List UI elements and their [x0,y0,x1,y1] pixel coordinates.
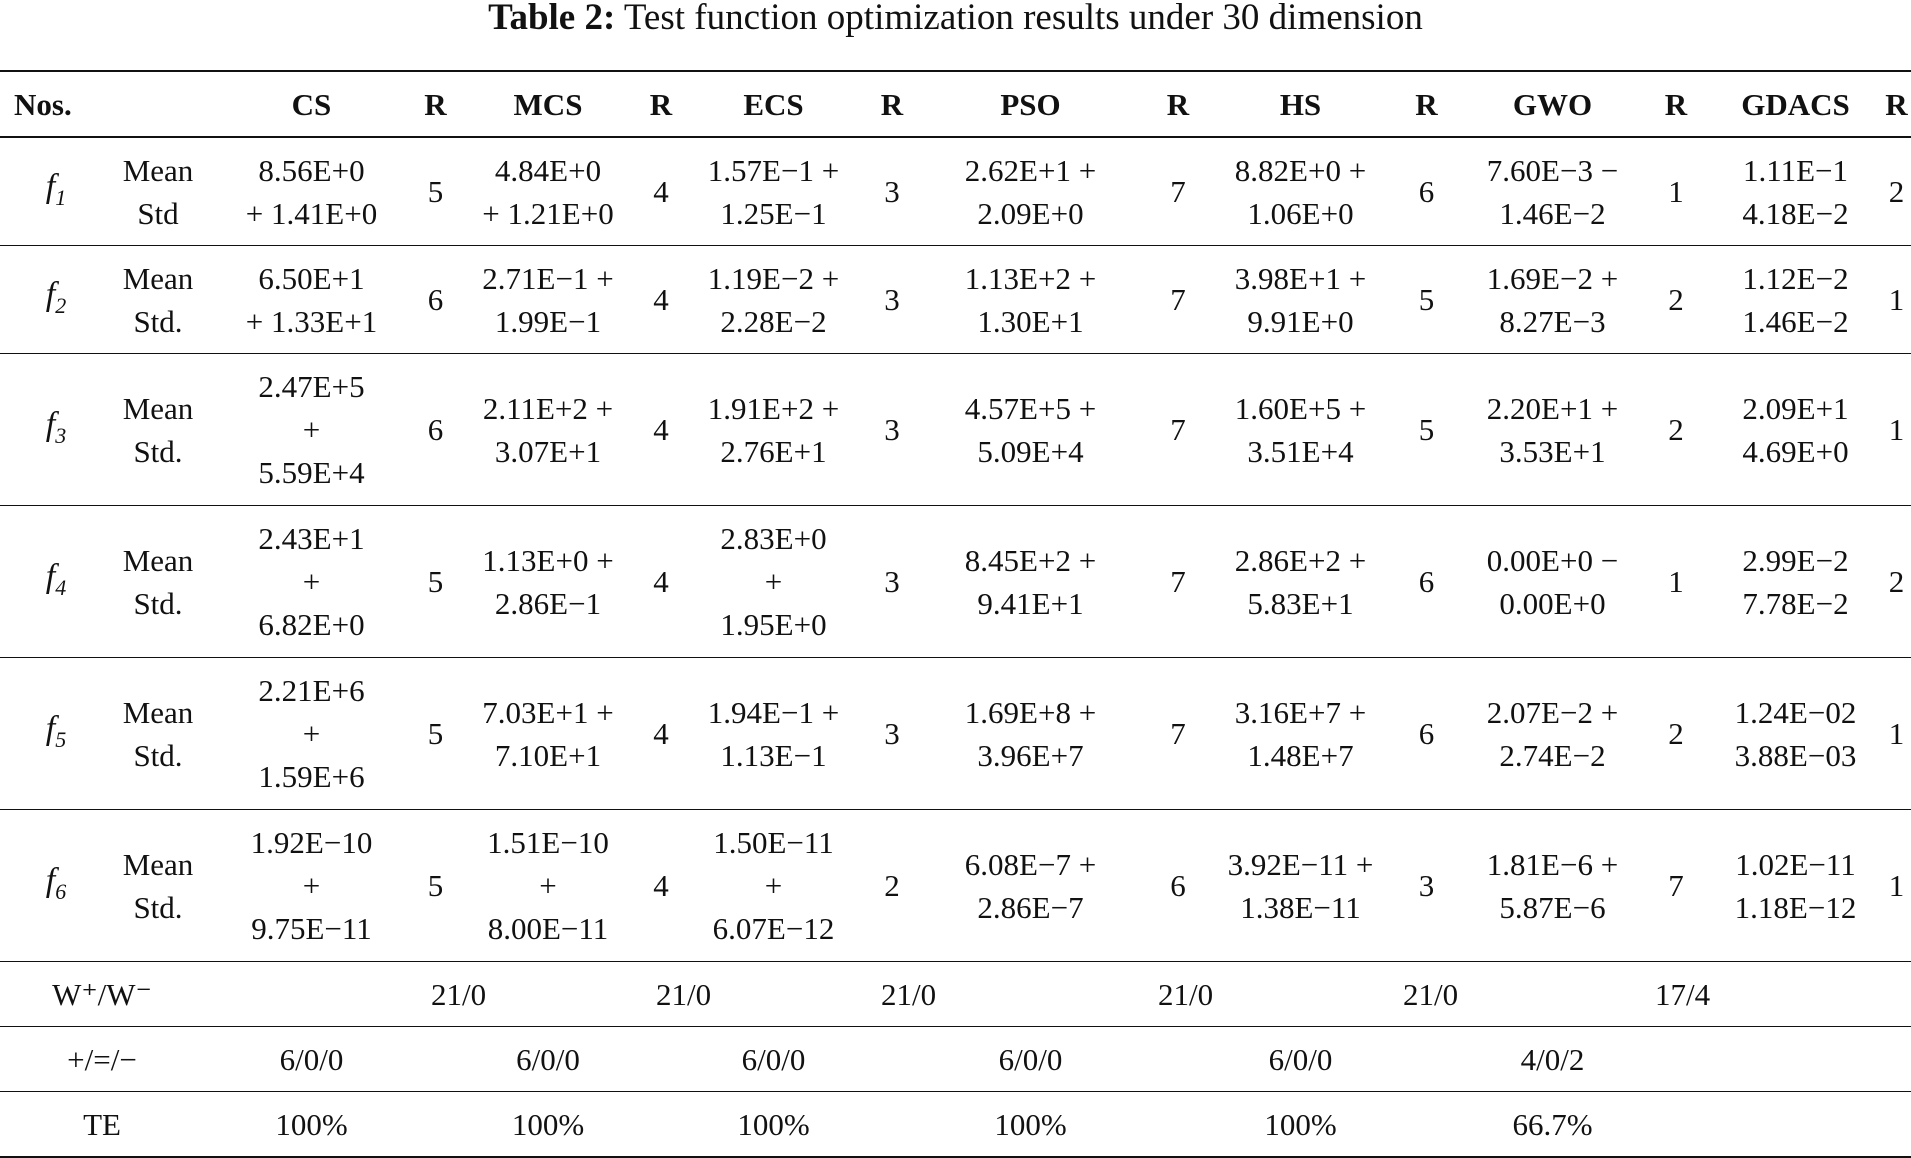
rank-cell: 7 [1146,354,1210,506]
table-row [0,137,1911,246]
value-line: 8.27E−3 [1499,303,1606,339]
table-body [0,137,1911,1157]
column-header: PSO [915,71,1146,137]
value-line: 1.18E−12 [1734,889,1857,925]
summary-value: 6/0/0 [678,1027,869,1092]
spacer-cell [1882,1092,1911,1158]
column-header [112,71,204,137]
value-cell [1709,658,1882,810]
caption-label: Table 2: [488,0,616,38]
value-line: 2.74E−2 [1499,737,1606,773]
statistic-line: Std. [133,433,183,469]
column-header: HS [1210,71,1391,137]
value-cell [915,354,1146,506]
value-line: 1.60E+5 + [1234,390,1367,426]
summary-value: 100% [204,1092,419,1158]
value-line: 1.13E−1 [720,737,827,773]
value-line: 3.51E+4 [1247,433,1354,469]
statistic-line: Std. [133,303,183,339]
value-line: 1.92E−10 [250,825,373,860]
statistic-label [112,354,204,506]
value-cell [678,137,869,246]
value-cell [915,810,1146,962]
summary-label: TE [0,1092,204,1158]
value-line: 2.20E+1 + [1486,390,1619,426]
rank-cell: 2 [1643,354,1709,506]
rank-cell: 2 [1643,658,1709,810]
rank-cell: 5 [419,658,452,810]
summary-value: 6/0/0 [1210,1027,1391,1092]
function-name [0,506,112,658]
table-row [0,810,1911,962]
value-cell [1709,246,1882,354]
value-line: 1.12E−2 [1742,260,1849,296]
value-line: 1.02E−11 [1735,846,1856,882]
rank-cell: 4 [644,246,678,354]
function-index: 1 [55,184,67,210]
rank-cell: 1 [1882,658,1911,810]
value-cell [1210,354,1391,506]
value-line: 3.96E+7 [977,737,1084,773]
spacer-cell [419,1027,452,1092]
value-line: 2.09E+1 [1742,390,1849,426]
value-cell [1462,137,1643,246]
spacer-cell [1882,1027,1911,1092]
value-line: 6.82E+0 [258,607,365,642]
statistic-line: Mean [122,694,194,730]
function-letter: f [45,861,56,899]
value-cell [678,354,869,506]
rank-cell: 1 [1643,137,1709,246]
value-line: 8.56E+0 [258,152,365,188]
value-line: 6.50E+1 [258,260,365,296]
value-cell [204,354,419,506]
value-line: + [539,868,557,903]
spacer-cell [204,962,419,1027]
rank-cell: 5 [1391,354,1462,506]
rank-cell: 7 [1146,246,1210,354]
column-header: GWO [1462,71,1643,137]
function-index: 5 [55,726,67,752]
value-line: 2.09E+0 [977,195,1084,231]
value-line: 4.18E−2 [1742,195,1849,231]
spacer-cell [1643,1027,1709,1092]
column-header: R [1882,71,1911,137]
function-letter: f [45,167,56,205]
function-name [0,137,112,246]
spacer-cell [419,1092,452,1158]
value-cell [204,658,419,810]
value-cell [915,246,1146,354]
value-line: + [764,564,783,599]
value-line: 9.75E−11 [251,911,372,946]
summary-row [0,1027,1911,1092]
function-letter: f [45,405,56,443]
value-line: 4.57E+5 + [964,390,1097,426]
value-cell [1210,246,1391,354]
rank-cell: 3 [1391,810,1462,962]
value-line: 7.10E+1 [494,737,602,773]
function-index: 2 [55,292,67,318]
value-line: 1.19E−2 + [707,260,840,296]
value-cell [452,658,644,810]
function-name [0,246,112,354]
summary-value: 4/0/2 [1462,1027,1643,1092]
value-cell [452,137,644,246]
column-header: ECS [678,71,869,137]
results-table [0,70,1911,1158]
function-index: 3 [55,422,67,448]
rank-cell: 3 [869,506,915,658]
summary-value: 6/0/0 [915,1027,1146,1092]
value-line: 5.09E+4 [977,433,1084,469]
value-line: 2.47E+5 [258,369,365,404]
summary-row [0,962,1911,1027]
value-cell [1709,506,1882,658]
spacer-cell [644,1027,678,1092]
rank-cell: 3 [869,354,915,506]
value-line: 9.41E+1 [977,585,1084,621]
statistic-label [112,810,204,962]
value-cell [1462,810,1643,962]
value-line: 6.07E−12 [712,911,835,946]
value-cell [1709,137,1882,246]
value-line: 1.59E+6 [258,759,365,794]
rank-cell: 2 [1643,246,1709,354]
summary-value: 21/0 [1391,962,1643,1027]
rank-cell: 1 [1882,354,1911,506]
value-line: + [302,412,321,447]
rank-cell: 2 [1882,506,1911,658]
value-line: 1.11E−1 [1742,152,1849,188]
summary-value: 100% [915,1092,1146,1158]
value-line: 2.07E−2 + [1486,694,1619,730]
rank-cell: 4 [644,354,678,506]
value-cell [915,137,1146,246]
value-line: 1.46E−2 [1499,195,1606,231]
rank-cell: 6 [1391,658,1462,810]
spacer-cell [1146,1092,1210,1158]
value-cell [1462,658,1643,810]
value-line: 2.11E+2 + [482,390,614,426]
function-letter: f [45,709,56,747]
value-cell [1210,658,1391,810]
value-line: + [302,564,321,599]
rank-cell: 6 [419,246,452,354]
value-line: + 1.33E+1 [245,303,378,339]
value-line: 1.13E+2 + [964,260,1097,296]
summary-value: 100% [452,1092,644,1158]
value-line: 2.43E+1 [258,521,365,556]
statistic-label [112,246,204,354]
spacer-cell [1709,1027,1882,1092]
rank-cell: 4 [644,658,678,810]
summary-value: 17/4 [1643,962,1882,1027]
spacer-cell [869,1092,915,1158]
rank-cell: 1 [1643,506,1709,658]
value-line: 1.91E+2 + [707,390,840,426]
value-cell [204,246,419,354]
spacer-cell [644,1092,678,1158]
rank-cell: 5 [1391,246,1462,354]
rank-cell: 4 [644,137,678,246]
summary-row [0,1092,1911,1158]
summary-value: 21/0 [1146,962,1391,1027]
value-line: 0.00E+0 − [1486,542,1619,578]
rank-cell: 7 [1643,810,1709,962]
rank-cell: 2 [869,810,915,962]
value-line: 3.16E+7 + [1234,694,1367,730]
value-cell [204,137,419,246]
value-cell [204,506,419,658]
statistic-line: Mean [122,542,194,578]
rank-cell: 3 [869,137,915,246]
summary-value: 21/0 [419,962,644,1027]
value-line: 2.83E+0 [720,521,827,556]
summary-value: 66.7% [1462,1092,1643,1158]
column-header: R [869,71,915,137]
value-cell [452,810,644,962]
function-name [0,810,112,962]
rank-cell: 6 [1391,506,1462,658]
column-header: CS [204,71,419,137]
value-line: 2.86E−1 [494,585,602,621]
spacer-cell [1709,1092,1882,1158]
table-row [0,658,1911,810]
rank-cell: 7 [1146,658,1210,810]
value-line: + [302,716,321,751]
spacer-cell [869,1027,915,1092]
value-line: + [302,868,321,903]
value-line: 0.00E+0 [1499,585,1606,621]
statistic-line: Mean [122,846,194,882]
rank-cell: 6 [419,354,452,506]
value-line: 3.98E+1 + [1234,260,1367,296]
table-row [0,246,1911,354]
column-header: MCS [452,71,644,137]
value-line: 1.06E+0 [1247,195,1354,231]
value-line: 1.30E+1 [977,303,1084,339]
value-line: 2.86E−7 [977,889,1084,925]
value-line: 1.57E−1 + [707,152,840,188]
column-header: R [1643,71,1709,137]
statistic-label [112,506,204,658]
rank-cell: 4 [644,506,678,658]
header-row [0,71,1911,137]
value-line: 1.25E−1 [720,195,827,231]
value-line: + 1.41E+0 [245,195,378,231]
spacer-cell [1146,1027,1210,1092]
statistic-label [112,658,204,810]
statistic-line: Std. [133,889,183,925]
value-line: + 1.21E+0 [482,195,614,231]
value-cell [678,810,869,962]
rank-cell: 7 [1146,137,1210,246]
value-line: 8.45E+2 + [964,542,1097,578]
value-line: 1.51E−10 [487,825,609,860]
value-cell [678,658,869,810]
function-index: 6 [55,878,67,904]
rank-cell: 5 [419,506,452,658]
value-cell [678,506,869,658]
value-cell [1210,810,1391,962]
rank-cell: 7 [1146,506,1210,658]
value-line: 8.82E+0 + [1234,152,1367,188]
value-line: 1.13E+0 + [482,542,614,578]
value-line: 3.92E−11 + [1227,846,1374,882]
value-line: 6.08E−7 + [964,846,1097,882]
value-line: 8.00E−11 [487,911,609,946]
value-cell [915,506,1146,658]
value-line: 2.28E−2 [720,303,827,339]
summary-value: 6/0/0 [452,1027,644,1092]
table-row [0,506,1911,658]
rank-cell: 1 [1882,810,1911,962]
summary-value: 6/0/0 [204,1027,419,1092]
column-header: R [1391,71,1462,137]
statistic-line: Mean [122,152,194,188]
summary-value: 21/0 [644,962,869,1027]
rank-cell: 4 [644,810,678,962]
value-line: 1.95E+0 [720,607,827,642]
value-line: 5.87E−6 [1499,889,1606,925]
function-letter: f [45,275,56,313]
value-line: 1.99E−1 [494,303,602,339]
rank-cell: 1 [1882,246,1911,354]
value-line: 1.48E+7 [1247,737,1354,773]
value-line: 4.69E+0 [1742,433,1849,469]
value-cell [452,354,644,506]
value-line: 9.91E+0 [1247,303,1354,339]
rank-cell: 5 [419,810,452,962]
summary-label: W⁺/W⁻ [0,962,204,1027]
value-line: 2.21E+6 [258,673,365,708]
spacer-cell [1391,1027,1462,1092]
function-name [0,354,112,506]
function-index: 4 [55,574,67,600]
value-line: 1.94E−1 + [707,694,840,730]
statistic-line: Std [137,195,179,231]
table-row [0,354,1911,506]
value-line: + [764,868,783,903]
value-line: 1.50E−11 [713,825,834,860]
value-cell [1210,137,1391,246]
value-cell [915,658,1146,810]
value-line: 2.71E−1 + [482,260,614,296]
statistic-label [112,137,204,246]
statistic-line: Mean [122,260,194,296]
value-cell [1709,810,1882,962]
value-line: 1.38E−11 [1240,889,1361,925]
value-line: 1.81E−6 + [1486,846,1619,882]
value-cell [1709,354,1882,506]
rank-cell: 6 [1146,810,1210,962]
value-line: 1.69E−2 + [1486,260,1619,296]
value-cell [1462,354,1643,506]
summary-value: 100% [678,1092,869,1158]
summary-value: 100% [1210,1092,1391,1158]
value-cell [204,810,419,962]
value-line: 1.69E+8 + [964,694,1097,730]
value-line: 2.99E−2 [1742,542,1849,578]
summary-label: +/=/− [0,1027,204,1092]
value-cell [452,506,644,658]
value-line: 5.59E+4 [258,455,365,490]
value-line: 7.03E+1 + [482,694,614,730]
value-line: 2.62E+1 + [964,152,1097,188]
rank-cell: 5 [419,137,452,246]
summary-value: 21/0 [869,962,1146,1027]
spacer-cell [1643,1092,1709,1158]
rank-cell: 2 [1882,137,1911,246]
value-cell [452,246,644,354]
value-cell [1210,506,1391,658]
value-line: 3.07E+1 [494,433,602,469]
value-line: 2.86E+2 + [1234,542,1367,578]
value-line: 7.78E−2 [1742,585,1849,621]
statistic-line: Std. [133,585,183,621]
statistic-line: Std. [133,737,183,773]
spacer-cell [1882,962,1911,1027]
column-header: R [644,71,678,137]
column-header: R [1146,71,1210,137]
value-cell [678,246,869,354]
caption-text: Test function optimization results under 30 dimension [615,0,1423,38]
function-name [0,658,112,810]
column-header: Nos. [0,71,112,137]
column-header: GDACS [1709,71,1882,137]
value-cell [1462,246,1643,354]
rank-cell: 3 [869,658,915,810]
value-line: 4.84E+0 [494,152,602,188]
rank-cell: 3 [869,246,915,354]
statistic-line: Mean [122,390,194,426]
spacer-cell [1391,1092,1462,1158]
column-header: R [419,71,452,137]
value-line: 7.60E−3 − [1486,152,1619,188]
value-line: 5.83E+1 [1247,585,1354,621]
table-caption [0,0,1911,38]
function-letter: f [45,557,56,595]
value-line: 1.24E−02 [1734,694,1857,730]
value-line: 2.76E+1 [720,433,827,469]
value-line: 3.53E+1 [1499,433,1606,469]
value-line: 1.46E−2 [1742,303,1849,339]
value-cell [1462,506,1643,658]
value-line: 3.88E−03 [1734,737,1857,773]
rank-cell: 6 [1391,137,1462,246]
